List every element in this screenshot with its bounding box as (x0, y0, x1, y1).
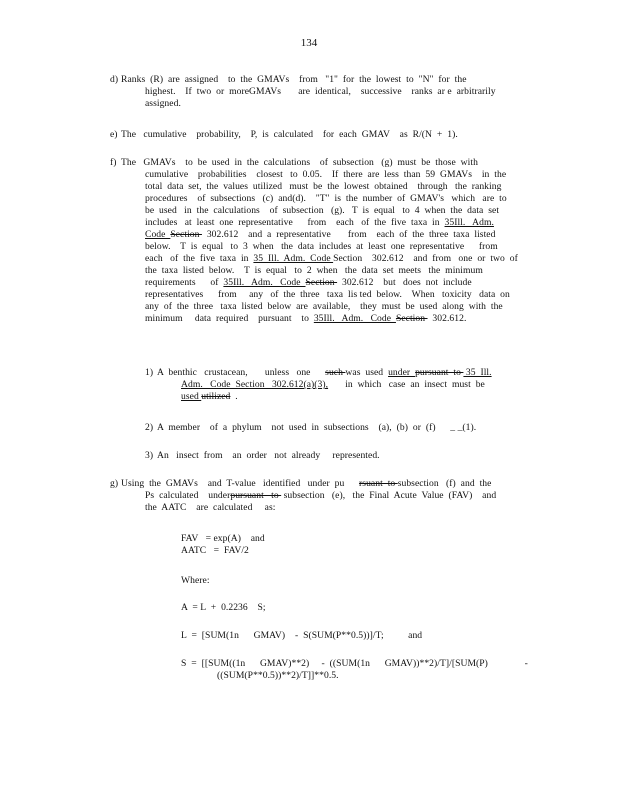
inserted-text: used (181, 391, 202, 402)
page-number: 134 (300, 37, 318, 49)
inserted-text: 35Ill. Adm. (444, 217, 494, 228)
where-label: Where: (181, 575, 210, 586)
formula-l: L = [SUM(1n GMAV) - S(SUM(P**0.5))]/T; and (181, 630, 423, 641)
text-run: subsection (f) and the (397, 478, 492, 489)
item-f-line-5: be used in the calculations of subsection (g). T is equal to 4 when the data set (145, 205, 500, 216)
inserted-text: 35 Ill. (463, 367, 492, 378)
text-run: Using the GMAVs and T-value identified under pu (121, 478, 360, 489)
item-f-line-12: representatives from any of the three taxa lis ted below. When toxicity data on (145, 289, 510, 300)
sub-1-line-1 (157, 367, 492, 379)
text-run: minimum data required pursuant to (145, 313, 314, 324)
item-f-line-14 (145, 313, 466, 325)
item-g-label: g) (110, 478, 119, 489)
sub-1-line-3 (181, 391, 238, 403)
sub-2-label: 2) (145, 422, 154, 433)
inserted-text: Code (145, 229, 171, 240)
text-run: A benthic crustacean, unless one (157, 367, 326, 378)
item-f-line-3: total data set, the values utilized must be the lowest obtained through the ranking (145, 181, 502, 192)
item-f-line-10: the taxa listed below. T is equal to 2 when the data set meets the minimum (145, 265, 483, 276)
text-run: includes at least one representative from each of the five taxa in (145, 217, 445, 228)
item-g-line-3: the AATC are calculated as: (145, 502, 276, 513)
deleted-text: such (325, 367, 346, 378)
inserted-text: under (388, 367, 416, 378)
deleted-text: Section (395, 313, 428, 324)
item-f-line-4: procedures of subsections (c) and(d). "T" is the number of GMAV's which are to (145, 193, 507, 204)
item-f-line-11 (145, 277, 472, 289)
sub-1-label: 1) (145, 367, 154, 378)
inserted-text: 35Ill. Adm. Code (313, 313, 396, 324)
item-f-label: f) (110, 157, 117, 168)
sub-3-label: 3) (145, 450, 154, 461)
item-e-label: e) (110, 129, 118, 140)
formula-s-line-1: S = [[SUM((1n GMAV)**2) - ((SUM(1n GMAV))**2)/T]/[SUM(P) - (181, 658, 528, 669)
deleted-text: rsuant to (359, 478, 398, 489)
text-run: each of the five taxa in (145, 253, 254, 264)
item-f-line-7 (145, 229, 495, 241)
formula-s-line-2: ((SUM(P**0.5))**2)/T]]**0.5. (217, 670, 339, 681)
sub-3-line-1: An insect from an order not already represented. (157, 450, 380, 461)
item-f-line-1: The GMAVs to be used in the calculations of subsection (g) must be those with (121, 157, 478, 168)
item-d-line-2: highest. If two or moreGMAVs are identical, successive ranks ar e arbitrarily (145, 86, 496, 97)
deleted-text: Section (170, 229, 202, 240)
item-f-line-8: below. T is equal to 3 when the data includes at least one representative from (145, 241, 498, 252)
text-run: subsection (e), the Final Acute Value (FAV) and (281, 490, 497, 501)
text-run: in which case an insect must be (328, 379, 485, 390)
deleted-text: pursuant to (230, 490, 282, 501)
item-g-line-1 (121, 478, 491, 490)
formula-aatc: AATC = FAV/2 (181, 545, 249, 556)
item-g-line-2 (145, 490, 496, 502)
text-run: . (230, 391, 238, 402)
deleted-text: Section (305, 277, 338, 288)
text-run: Section 302.612 and from one or two of (333, 253, 518, 264)
deleted-text: utilized (201, 391, 231, 402)
item-d-line-3: assigned. (145, 98, 181, 109)
deleted-text: pursuant to (415, 367, 464, 378)
inserted-text: 35Ill. Adm. Code (223, 277, 306, 288)
item-d-line-1: Ranks (R) are assigned to the GMAVs from "1" for the lowest to "N" for the (121, 74, 467, 85)
text-run: was used (345, 367, 389, 378)
sub-1-line-2 (181, 379, 485, 391)
item-f-line-6 (145, 217, 494, 229)
text-run: 302.612 and a representative from each of the three taxa listed (201, 229, 496, 240)
text-run: requirements of (145, 277, 224, 288)
item-f-line-13: any of the three taxa listed below are available, they must be used along with the (145, 301, 503, 312)
sub-2-line-1: A member of a phylum not used in subsections (a), (b) or (f) _ _(1). (157, 422, 477, 433)
text-run: 302.612 but does not include (337, 277, 472, 288)
item-f-line-2: cumulative probabilities closest to 0.05. If there are less than 59 GMAVs in the (145, 169, 507, 180)
item-f-line-9 (145, 253, 518, 265)
inserted-text: Adm. Code Section 302.612(a)(3), (181, 379, 329, 390)
text-run: 302.612. (427, 313, 467, 324)
text-run: Ps calculated under (145, 490, 231, 501)
inserted-text: 35 Ill. Adm. Code (253, 253, 334, 264)
formula-a: A = L + 0.2236 S; (181, 602, 266, 613)
item-d-label: d) (110, 74, 119, 85)
formula-fav: FAV = exp(A) and (181, 533, 265, 544)
item-e-line-1: The cumulative probability, P, is calculated for each GMAV as R/(N + 1). (121, 129, 458, 140)
